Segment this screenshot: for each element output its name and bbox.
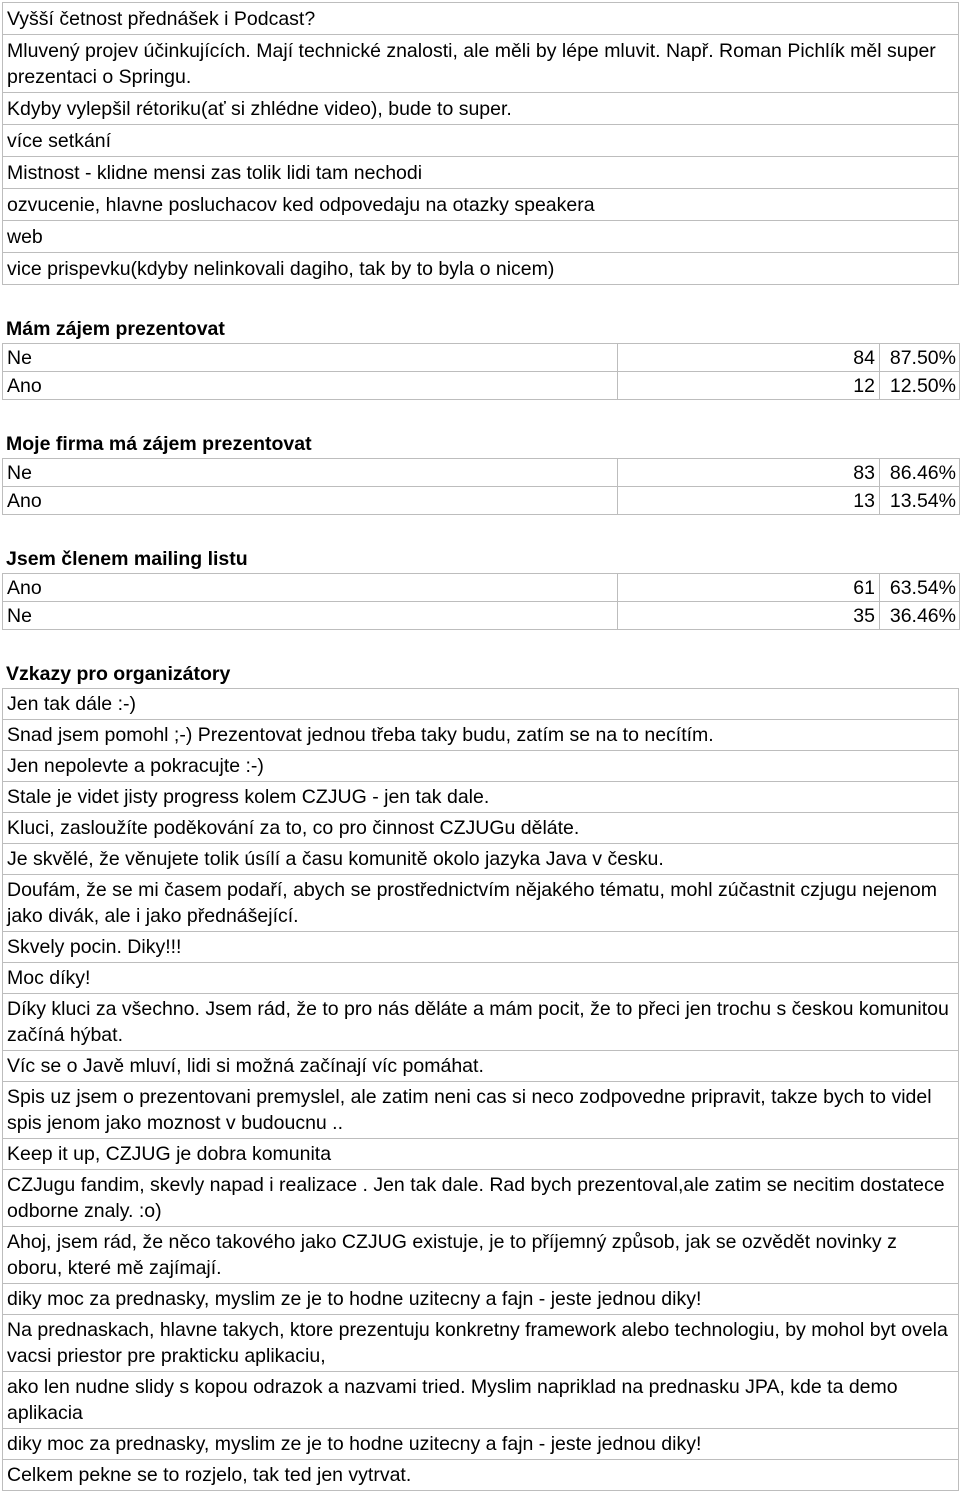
- list-item: Víc se o Javě mluví, lidi si možná začínají víc pomáhat.: [2, 1051, 959, 1082]
- list-item: Skvely pocin. Diky!!!: [2, 932, 959, 963]
- intro-comments: [2, 2, 959, 285]
- comment-row: Mistnost - klidne mensi zas tolik lidi tam nechodi: [2, 157, 959, 189]
- list-item: Spis uz jsem o prezentovani premyslel, ale zatim neni cas si neco zodpovedne pripravit, takze bych to videl spis jenom jako moznost v budoucnu ..: [2, 1082, 959, 1139]
- comment-row: Vyšší četnost přednášek i Podcast?: [2, 2, 959, 35]
- list-item: Moc díky!: [2, 963, 959, 994]
- comment-row: více setkání: [2, 125, 959, 157]
- comment-row: vice prispevku(kdyby nelinkovali dagiho, tak by to byla o nicem): [2, 253, 959, 285]
- spacer: [2, 285, 959, 314]
- list-item: Na prednaskach, hlavne takych, ktore prezentuju konkretny framework alebo technologiu, by mohol byt ovela vacsi priestor pre prakticku aplikaciu,: [2, 1315, 959, 1372]
- spacer: [2, 515, 959, 544]
- answer-percent: 36.46%: [880, 602, 960, 630]
- answer-label: Ne: [3, 344, 618, 372]
- section-title-vzkazy: Vzkazy pro organizátory: [6, 663, 231, 685]
- answer-label: Ne: [3, 459, 618, 487]
- answer-label: Ano: [3, 372, 618, 400]
- stats-table-firma: [2, 458, 960, 515]
- list-item: Keep it up, CZJUG je dobra komunita: [2, 1139, 959, 1170]
- comment-row: Mluvený projev účinkujících. Mají technické znalosti, ale měli by lépe mluvit. Např. Roman Pichlík měl super prezentaci o Springu.: [2, 35, 959, 93]
- section-title-mailing: Jsem členem mailing listu: [6, 548, 248, 570]
- list-item: diky moc za prednasky, myslim ze je to hodne uzitecny a fajn - jeste jednou diky!: [2, 1284, 959, 1315]
- answer-count: 35: [618, 602, 880, 630]
- spacer: [2, 400, 959, 429]
- answer-count: 12: [618, 372, 880, 400]
- list-item: Celkem pekne se to rozjelo, tak ted jen vytrvat.: [2, 1460, 959, 1491]
- list-item: Jen tak dále :-): [2, 688, 959, 720]
- answer-label: Ano: [3, 487, 618, 515]
- list-item: CZJugu fandim, skevly napad i realizace . Jen tak dale. Rad bych prezentoval,ale zatim se necitim dostatece odborne znaly. :o): [2, 1170, 959, 1227]
- answer-label: Ne: [3, 602, 618, 630]
- section-title-prezentovat: Mám zájem prezentovat: [6, 318, 225, 340]
- table-row: [3, 459, 960, 487]
- comment-row: web: [2, 221, 959, 253]
- table-row: [3, 487, 960, 515]
- answer-label: Ano: [3, 574, 618, 602]
- list-item: Díky kluci za všechno. Jsem rád, že to pro nás děláte a mám pocit, že to přeci jen trochu s českou komunitou začíná hýbat.: [2, 994, 959, 1051]
- answer-count: 13: [618, 487, 880, 515]
- list-item: ako len nudne slidy s kopou odrazok a nazvami tried. Myslim napriklad na prednasku JPA, kde ta demo aplikacia: [2, 1372, 959, 1429]
- section-title-firma: Moje firma má zájem prezentovat: [6, 433, 312, 455]
- answer-percent: 63.54%: [880, 574, 960, 602]
- messages-list: [2, 688, 959, 1491]
- list-item: Snad jsem pomohl ;-) Prezentovat jednou třeba taky budu, zatím se na to necítím.: [2, 720, 959, 751]
- list-item: Je skvělé, že věnujete tolik úsílí a času komunitě okolo jazyka Java v česku.: [2, 844, 959, 875]
- answer-percent: 12.50%: [880, 372, 960, 400]
- stats-table-prezentovat: [2, 343, 960, 400]
- answer-count: 83: [618, 459, 880, 487]
- table-row: [3, 344, 960, 372]
- list-item: Doufám, že se mi časem podaří, abych se prostřednictvím nějakého tématu, mohl zúčastnit czjugu nejenom jako divák, ale i jako přednášející.: [2, 875, 959, 932]
- table-row: [3, 372, 960, 400]
- comment-row: ozvucenie, hlavne posluchacov ked odpovedaju na otazky speakera: [2, 189, 959, 221]
- stats-table-mailing: [2, 573, 960, 630]
- spacer: [2, 630, 959, 659]
- list-item: Ahoj, jsem rád, že něco takového jako CZJUG existuje, je to příjemný způsob, jak se ozvědět novinky z oboru, které mě zajímají.: [2, 1227, 959, 1284]
- answer-count: 84: [618, 344, 880, 372]
- table-row: [3, 574, 960, 602]
- list-item: diky moc za prednasky, myslim ze je to hodne uzitecny a fajn - jeste jednou diky!: [2, 1429, 959, 1460]
- answer-percent: 13.54%: [880, 487, 960, 515]
- list-item: Jen nepolevte a pokracujte :-): [2, 751, 959, 782]
- list-item: Stale je videt jisty progress kolem CZJUG - jen tak dale.: [2, 782, 959, 813]
- list-item: Kluci, zasloužíte poděkování za to, co pro činnost CZJUGu děláte.: [2, 813, 959, 844]
- table-row: [3, 602, 960, 630]
- answer-count: 61: [618, 574, 880, 602]
- survey-sheet: [2, 2, 959, 1491]
- answer-percent: 87.50%: [880, 344, 960, 372]
- comment-row: Kdyby vylepšil rétoriku(ať si zhlédne video), bude to super.: [2, 93, 959, 125]
- answer-percent: 86.46%: [880, 459, 960, 487]
